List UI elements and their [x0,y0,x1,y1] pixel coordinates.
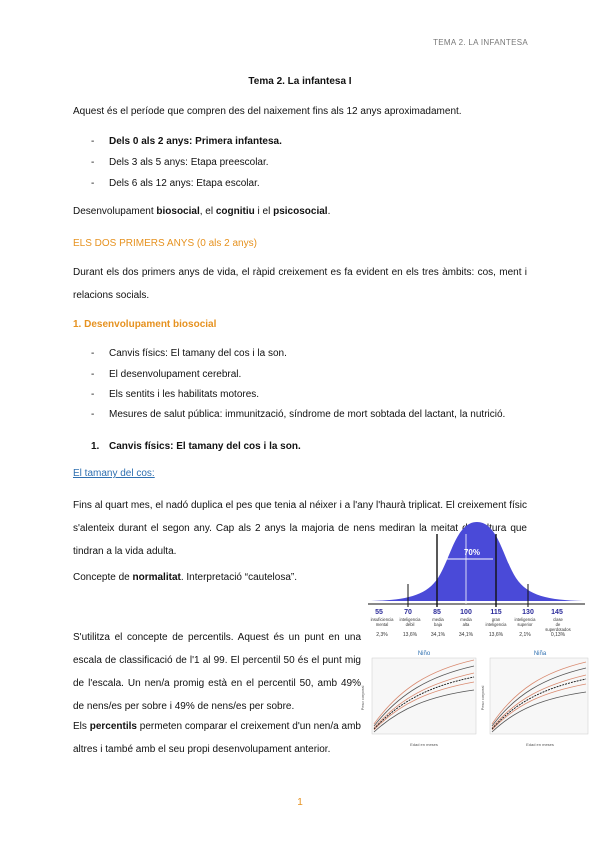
percentile-paragraph: S'utilitza el concepte de percentils. Aquest és un punt en una escala de classificació de l'1 al 99. El percentil 50 és el punt mig de l'escala. Un nen/a promig està en el percentil 50, amb 49% de nens/es per sobre i 49% de nens/es per sobre. [73,632,361,712]
growth-chart-girls [480,648,592,748]
stage-item-3: Dels 6 als 12 anys: Etapa escolar. [109,178,260,189]
stage-item-1: Dels 0 als 2 anys: Primera infantesa. [109,136,282,147]
bell-category-label: baja [434,622,442,627]
bell-category-percent: 2,3% [376,632,388,638]
bell-category-percent: 2,1% [519,632,531,638]
body-size-paragraph: Fins al quart mes, el nadó duplica el pes que tenia al néixer i a l'any l'haurà triplicat. El creixement físic s'alenteix durant el segon any. Cap als 2 anys la majoria de nens mediran la meitat de l'altura que tindran a la vida adulta. [73,500,527,557]
bell-tick-label: 85 [433,609,441,616]
bell-category-label: débil [405,622,415,627]
bell-category-label: inteligencia [399,617,421,622]
numbered-heading: Canvis físics: El tamany del cos i la son. [109,441,301,452]
bullet-marker: - [91,136,95,147]
numbered-index: 1. [91,441,100,452]
bell-tick-label: 55 [375,609,383,616]
bell-tick-label: 70 [404,609,412,616]
bell-category-percent: 0,13% [550,632,566,638]
development-paragraph: Desenvolupament biosocial, el cognitiu i el psicosocial. [73,206,331,217]
bullet-marker: - [91,178,95,189]
section-paragraph: Durant els dos primers anys de vida, el ràpid creixement es fa evident en els tres àmbits: cos, ment i relacions socials. [73,267,527,301]
bell-category-percent: 13,6% [402,632,418,638]
bell-tick-label: 115 [490,609,502,616]
bell-category-label: alta [462,622,470,627]
page-title: Tema 2. La infantesa I [248,76,352,87]
bell-category-label: insuficiencia [370,617,394,622]
bell-category-percent: 13,6% [488,632,504,638]
bullet-marker: - [91,369,95,380]
bell-category-label: inteligencia [485,622,507,627]
bell-category-label: media [460,617,472,622]
stage-item-2: Dels 3 als 5 anys: Etapa preescolar. [109,157,269,168]
bell-tick-label: 145 [551,609,563,616]
bullet-marker: - [91,348,95,359]
bell-category-label: superior [517,622,533,627]
biosocial-item-3: Els sentits i les habilitats motores. [109,389,260,400]
biosocial-item-1: Canvis físics: El tamany del cos i la son. [109,348,287,359]
bullet-marker: - [91,409,95,420]
bullet-marker: - [91,157,95,168]
percentils-paragraph: Els percentils permeten comparar el creixement d'un nen/a amb altres i també amb el seu propi desenvolupament anterior. [73,721,361,755]
bullet-marker: - [91,389,95,400]
bell-category-percent: 34,1% [430,632,446,638]
section-heading: ELS DOS PRIMERS ANYS (0 als 2 anys) [73,238,257,249]
growth-chart-title: Niño [417,651,431,657]
bell-category-label: clase [553,617,563,622]
bell-category-label: gran [491,617,501,622]
growth-x-label: Edad en meses [410,742,438,747]
biosocial-item-2: El desenvolupament cerebral. [109,369,242,380]
growth-x-label: Edad en meses [526,742,554,747]
normality-paragraph: Concepte de normalitat. Interpretació “cautelosa”. [73,572,298,583]
bell-tick-label: 100 [460,609,472,616]
bell-tick-label: 130 [522,609,534,616]
bell-category-label: superdotados [545,627,571,632]
growth-grid-bg [490,658,588,734]
page-number: 1 [297,797,303,808]
bell-curve-chart [366,514,588,640]
link-heading-body-size[interactable]: El tamany del cos: [73,468,155,479]
growth-y-label: Peso corporal [480,685,485,711]
bell-category-label: inteligencia [514,617,536,622]
growth-chart-title: Niña [533,651,547,657]
intro-paragraph: Aquest és el període que compren des del naixement fins als 12 anys aproximadament. [73,106,462,117]
bell-percent-label: 70% [463,548,481,557]
biosocial-item-4: Mesures de salut pública: immunització, síndrome de mort sobtada del lactant, la nutrició. [109,409,506,420]
bell-curve-area [371,522,583,601]
growth-y-label: Peso corporal [360,685,365,711]
growth-chart-boys [360,648,482,748]
page-header: TEMA 2. LA INFANTESA [433,38,528,47]
bell-category-label: mental [375,622,389,627]
subheading-biosocial: 1. Desenvolupament biosocial [73,319,217,330]
bell-category-label: media [432,617,444,622]
bell-category-percent: 34,1% [458,632,474,638]
bell-category-label: de [555,622,561,627]
